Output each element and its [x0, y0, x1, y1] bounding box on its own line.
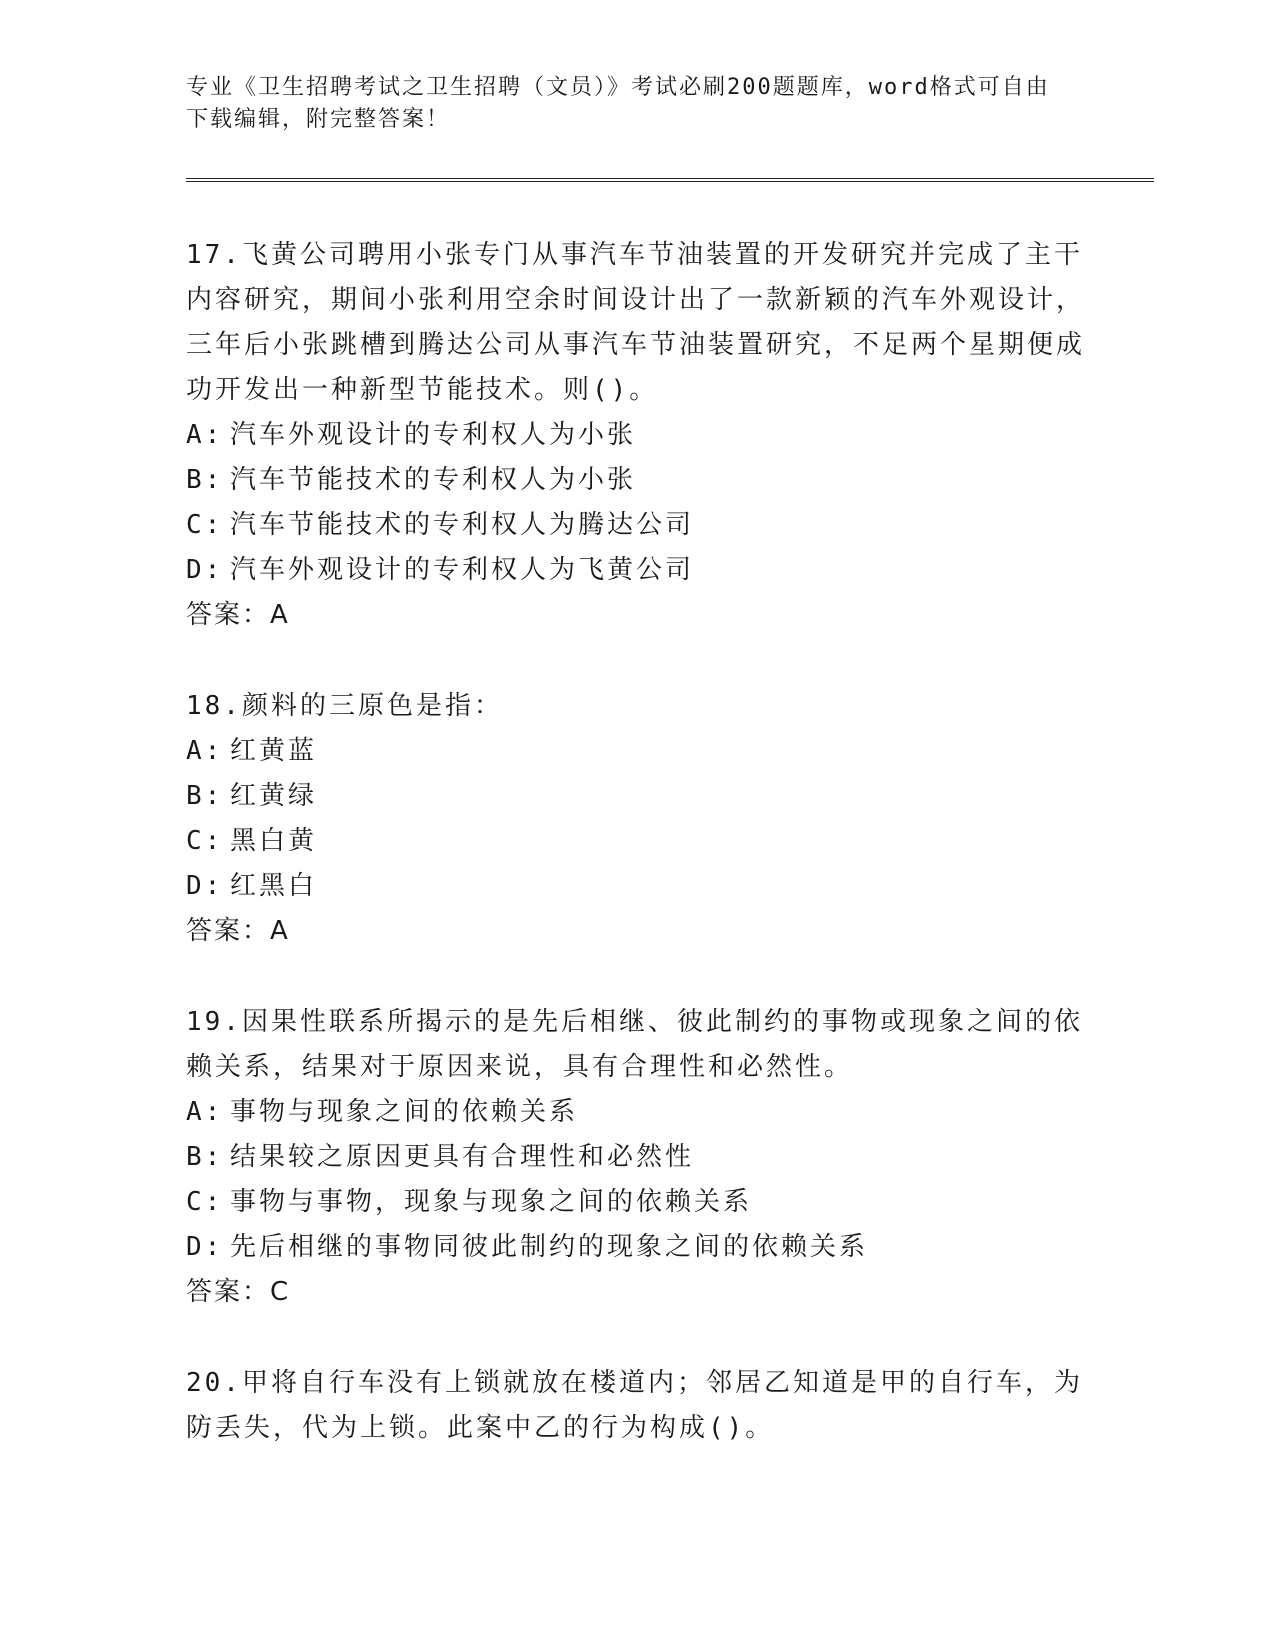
option-a — [186, 1090, 1086, 1135]
option-d — [186, 864, 1086, 909]
option-key: C: — [186, 510, 224, 540]
option-key: C: — [186, 826, 224, 856]
answer-line: 答案：A — [186, 916, 290, 946]
option-key: B: — [186, 781, 224, 811]
question-19 — [186, 1000, 1086, 1315]
option-b — [186, 1135, 1086, 1180]
option-text: 汽车外观设计的专利权人为飞黄公司 — [230, 555, 695, 585]
option-text: 事物与事物，现象与现象之间的依赖关系 — [230, 1187, 753, 1217]
option-b — [186, 458, 1086, 503]
question-20 — [186, 1361, 1086, 1451]
option-key: B: — [186, 465, 224, 495]
header-divider — [186, 178, 1154, 182]
option-key: A: — [186, 736, 224, 766]
question-stem: 19.因果性联系所揭示的是先后相继、彼此制约的事物或现象之间的依赖关系，结果对于原因来说，具有合理性和必然性。 — [186, 1007, 1083, 1082]
option-text: 汽车外观设计的专利权人为小张 — [230, 420, 637, 450]
option-text: 汽车节能技术的专利权人为腾达公司 — [230, 510, 695, 540]
option-key: B: — [186, 1142, 224, 1172]
question-stem: 20.甲将自行车没有上锁就放在楼道内；邻居乙知道是甲的自行车，为防丢失，代为上锁。此案中乙的行为构成()。 — [186, 1368, 1083, 1443]
option-c — [186, 503, 1086, 548]
option-key: D: — [186, 871, 224, 901]
question-stem: 17.飞黄公司聘用小张专门从事汽车节油装置的开发研究并完成了主干内容研究，期间小张利用空余时间设计出了一款新颖的汽车外观设计，三年后小张跳槽到腾达公司从事汽车节油装置研究，不足两个星期便成功开发出一种新型节能技术。则()。 — [186, 240, 1086, 405]
option-text: 事物与现象之间的依赖关系 — [230, 1097, 579, 1127]
option-d — [186, 548, 1086, 593]
question-18 — [186, 684, 1086, 954]
question-stem: 18.颜料的三原色是指： — [186, 691, 503, 721]
option-key: A: — [186, 1097, 224, 1127]
question-list — [186, 233, 1086, 1497]
option-text: 红黄蓝 — [230, 736, 318, 766]
option-a — [186, 729, 1086, 774]
option-text: 先后相继的事物同彼此制约的现象之间的依赖关系 — [230, 1232, 869, 1262]
option-text: 红黑白 — [230, 871, 318, 901]
option-d — [186, 1225, 1086, 1270]
option-key: D: — [186, 555, 224, 585]
document-header: 专业《卫生招聘考试之卫生招聘（文员）》考试必刷200题题库，word格式可自由下载编辑，附完整答案！ — [186, 75, 1050, 132]
option-text: 黑白黄 — [230, 826, 318, 856]
option-a — [186, 413, 1086, 458]
question-17 — [186, 233, 1086, 638]
option-c — [186, 819, 1086, 864]
option-c — [186, 1180, 1086, 1225]
option-key: D: — [186, 1232, 224, 1262]
option-key: A: — [186, 420, 224, 450]
option-b — [186, 774, 1086, 819]
option-key: C: — [186, 1187, 224, 1217]
option-text: 红黄绿 — [230, 781, 318, 811]
option-text: 汽车节能技术的专利权人为小张 — [230, 465, 637, 495]
option-text: 结果较之原因更具有合理性和必然性 — [230, 1142, 695, 1172]
answer-line: 答案：C — [186, 1277, 291, 1307]
answer-line: 答案：A — [186, 600, 290, 630]
